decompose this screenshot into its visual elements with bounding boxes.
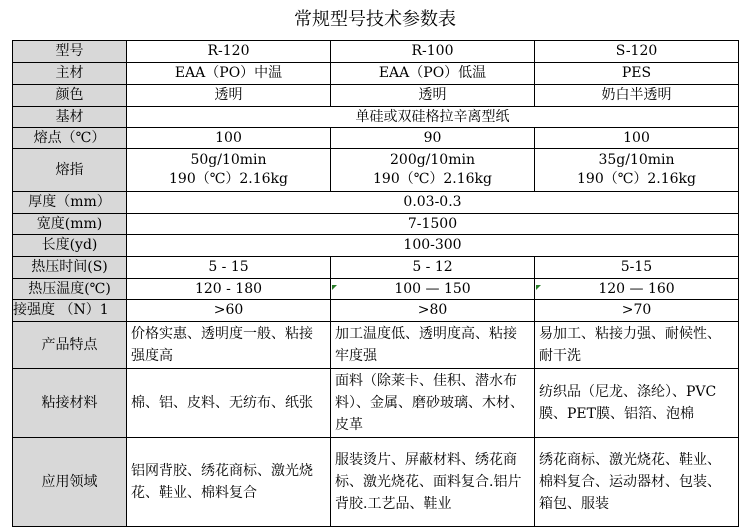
cell: EAA（PO）中温 (127, 63, 331, 85)
row-label: 热压时间(S) (13, 257, 127, 279)
cell: 单硅或双硅格拉辛离型纸 (127, 107, 739, 128)
cell: PES (535, 63, 739, 85)
row-label: 长度(yd) (13, 235, 127, 257)
cell: 100-300 (127, 235, 739, 257)
table-row (13, 214, 739, 235)
table-row (13, 235, 739, 257)
row-label: 热压温度(℃) (13, 279, 127, 300)
cell-comment-marker (332, 285, 337, 290)
cell: 90 (331, 128, 535, 149)
cell (331, 149, 535, 192)
table-row (13, 322, 739, 369)
cell: 5 - 12 (331, 257, 535, 279)
cell: EAA（PO）低温 (331, 63, 535, 85)
cell: 透明 (331, 85, 535, 107)
model-header: R-120 (127, 41, 331, 63)
cell: 价格实惠、透明度一般、粘接强度高 (127, 322, 331, 369)
row-label: 颜色 (13, 85, 127, 107)
table-row (13, 63, 739, 85)
cell: 100 (535, 128, 739, 149)
cell (535, 149, 739, 192)
table-row (13, 192, 739, 214)
cell: 绣花商标、激光烧花、鞋业、棉料复合、运动器材、包装、箱包、服装 (535, 438, 739, 527)
cell: 加工温度低、透明度高、粘接牢度强 (331, 322, 535, 369)
cell-comment-marker (536, 285, 541, 290)
cell: 奶白半透明 (535, 85, 739, 107)
row-label: 熔指 (13, 149, 127, 192)
cell: 0.03-0.3 (127, 192, 739, 214)
table-row (13, 149, 739, 192)
cell-line: 35g/10min (598, 152, 675, 168)
table-row (13, 279, 739, 300)
cell: 易加工、粘接力强、耐候性、耐干洗 (535, 322, 739, 369)
cell-line: 190（℃）2.16kg (577, 171, 696, 187)
cell: 透明 (127, 85, 331, 107)
row-label: 基材 (13, 107, 127, 128)
cell (127, 149, 331, 192)
table-row (13, 257, 739, 279)
cell: 服装烫片、屏蔽材料、绣花商标、激光烧花、面料复合.铝片背胶.工艺品、鞋业 (331, 438, 535, 527)
cell: 120 — 160 (535, 279, 739, 300)
row-label: 宽度(mm) (13, 214, 127, 235)
table-row (13, 128, 739, 149)
table-row (13, 107, 739, 128)
table-row (13, 85, 739, 107)
row-label: 产品特点 (13, 322, 127, 369)
cell: 120 - 180 (127, 279, 331, 300)
row-label: 接强度 （N）1 (13, 300, 127, 322)
cell: 纺织品（尼龙、涤纶）、PVC膜、PET膜、铝箔、泡棉 (535, 369, 739, 438)
model-header: R-100 (331, 41, 535, 63)
cell-line: 190（℃）2.16kg (169, 171, 288, 187)
row-label: 型号 (13, 41, 127, 63)
spec-table (12, 40, 739, 527)
cell-line: 50g/10min (190, 152, 267, 168)
cell: 5 - 15 (127, 257, 331, 279)
cell: 棉、铝、皮料、无纺布、纸张 (127, 369, 331, 438)
row-label: 粘接材料 (13, 369, 127, 438)
cell-line: 190（℃）2.16kg (373, 171, 492, 187)
cell: >80 (331, 300, 535, 322)
cell: 7-1500 (127, 214, 739, 235)
cell: 5-15 (535, 257, 739, 279)
cell-line: 200g/10min (390, 152, 475, 168)
cell: 100 — 150 (331, 279, 535, 300)
cell: >60 (127, 300, 331, 322)
table-row (13, 300, 739, 322)
cell: 铝网背胶、绣花商标、激光烧花、鞋业、棉料复合 (127, 438, 331, 527)
cell: >70 (535, 300, 739, 322)
row-label: 厚度（mm） (13, 192, 127, 214)
row-label: 主材 (13, 63, 127, 85)
row-label: 应用领域 (13, 438, 127, 527)
cell: 面料（除莱卡、佳积、潜水布料）、金属、磨砂玻璃、木材、皮革 (331, 369, 535, 438)
table-row (13, 438, 739, 527)
model-header: S-120 (535, 41, 739, 63)
table-row (13, 41, 739, 63)
cell: 100 (127, 128, 331, 149)
table-row (13, 369, 739, 438)
page-title: 常规型号技术参数表 (294, 9, 456, 30)
row-label: 熔点（℃） (13, 128, 127, 149)
